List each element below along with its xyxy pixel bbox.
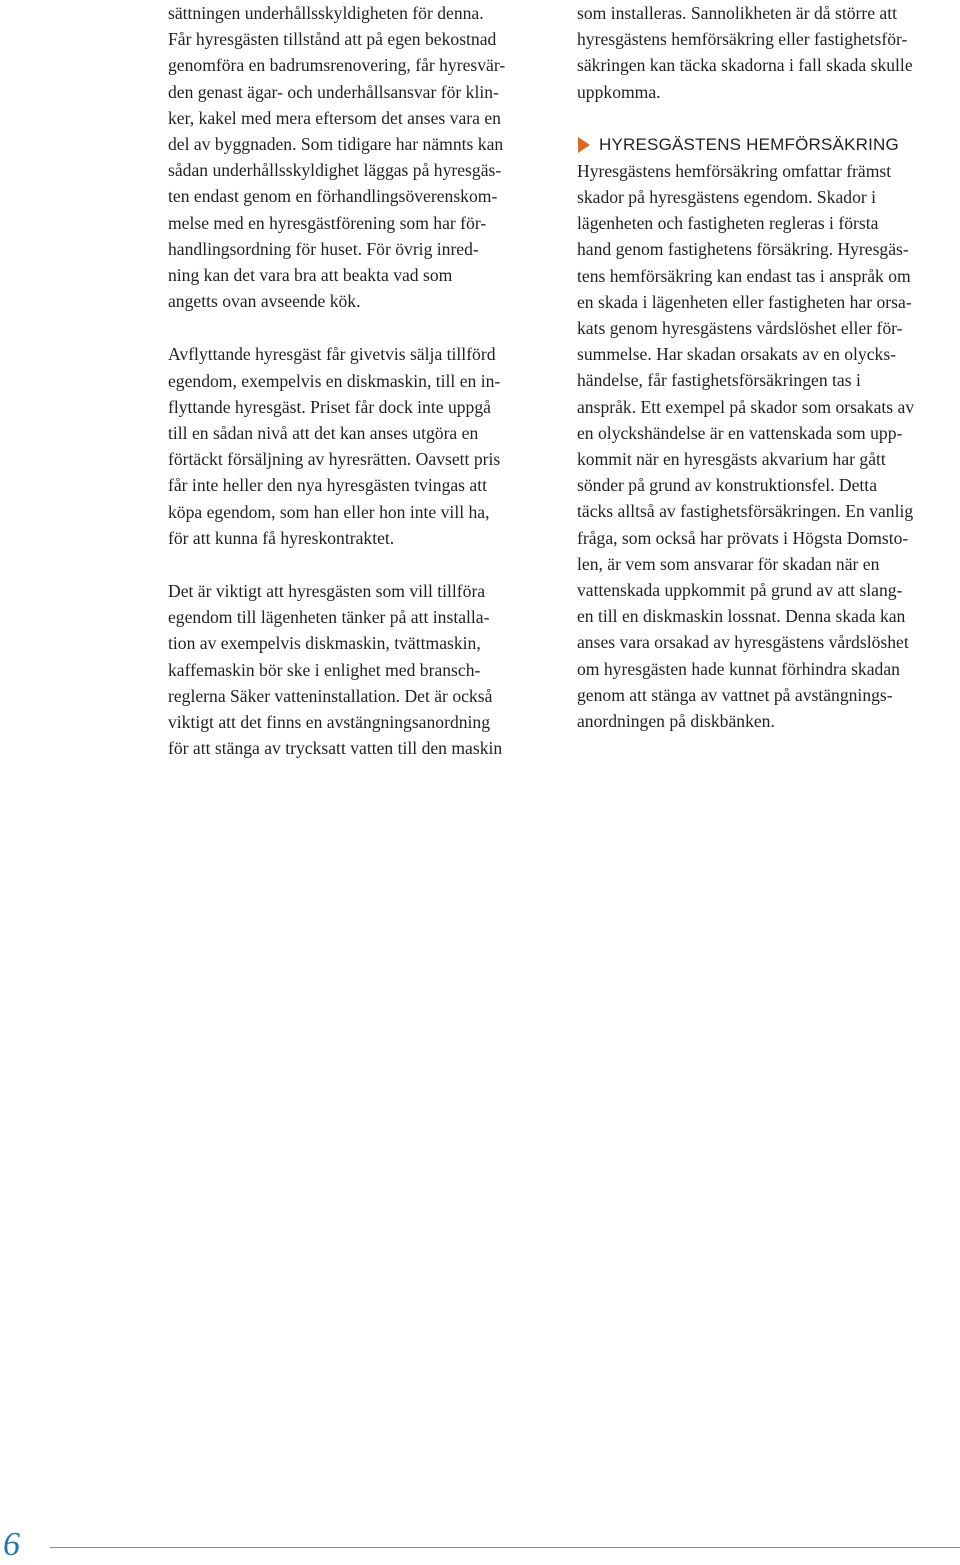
text-line: en till en diskmaskin lossnat. Denna skada kan bbox=[577, 606, 906, 627]
text-line: kaffemaskin bör ske i enlighet med bransch- bbox=[168, 659, 481, 680]
paragraph-spacer bbox=[168, 551, 552, 578]
text-line: sättningen underhållsskyldigheten för denna. bbox=[168, 3, 484, 23]
text-line: uppkomma. bbox=[577, 81, 661, 102]
left-column bbox=[168, 0, 552, 761]
text-line: förtäckt försäljning av hyresrätten. Oavsett pris bbox=[168, 449, 501, 470]
text-line: en olyckshändelse är en vattenskada som upp- bbox=[577, 422, 903, 443]
footer-divider bbox=[50, 1547, 960, 1548]
text-line: får inte heller den nya hyresgästen tvingas att bbox=[168, 475, 488, 496]
text-line: hand genom fastighetens försäkring. Hyresgäs- bbox=[577, 239, 909, 260]
text-line: ning kan det vara bra att beakta vad som bbox=[168, 265, 453, 286]
text-line: tion av exempelvis diskmaskin, tvättmaskin, bbox=[168, 633, 481, 654]
text-line: anspråk. Ett exempel på skador som orsakats av bbox=[577, 396, 915, 417]
text-line: händelse, får fastighetsförsäkringen tas i bbox=[577, 370, 861, 391]
text-line: reglerna Säker vatteninstallation. Det är också bbox=[168, 685, 493, 706]
text-line: sådan underhållsskyldighet läggas på hyresgäs- bbox=[168, 160, 502, 181]
text-line: lägenheten och fastigheten regleras i första bbox=[577, 213, 879, 234]
text-line: kats genom hyresgästens vårdslöshet eller för- bbox=[577, 318, 903, 339]
section-heading-text: HYRESGÄSTENS HEMFÖRSÄKRING bbox=[599, 134, 899, 154]
text-line: skador på hyresgästens egendom. Skador i bbox=[577, 187, 877, 208]
text-line: Får hyresgästen tillstånd att på egen bekostnad bbox=[168, 29, 497, 50]
triangle-right-icon bbox=[578, 137, 590, 153]
right-column bbox=[577, 0, 960, 734]
section-heading bbox=[577, 132, 960, 158]
text-line: ker, kakel med mera eftersom det anses vara en bbox=[168, 107, 501, 128]
right-paragraph-2 bbox=[577, 158, 960, 734]
text-line: genom att stänga av vattnet på avstängnings- bbox=[577, 684, 893, 705]
text-line: Avflyttande hyresgäst får givetvis sälja tillförd bbox=[168, 344, 496, 365]
left-paragraph-1 bbox=[168, 0, 552, 314]
text-line: egendom, exempelvis en diskmaskin, till en in- bbox=[168, 370, 501, 391]
text-line: Hyresgästens hemförsäkring omfattar främst bbox=[577, 160, 892, 181]
text-line: melse med en hyresgästförening som har för- bbox=[168, 212, 487, 233]
text-line: den genast ägar- och underhållsansvar för klin- bbox=[168, 81, 499, 102]
text-line: egendom till lägenheten tänker på att installa- bbox=[168, 607, 490, 628]
text-line: anordningen på diskbänken. bbox=[577, 711, 775, 732]
text-line: anses vara orsakad av hyresgästens vårdslöshet bbox=[577, 632, 909, 653]
text-line: vattenskada uppkommit på grund av att slang- bbox=[577, 580, 903, 601]
text-line: sönder på grund av konstruktionsfel. Detta bbox=[577, 475, 878, 496]
text-line: om hyresgästen hade kunnat förhindra skadan bbox=[577, 658, 900, 679]
text-line: viktigt att det finns en avstängningsanordning bbox=[168, 712, 491, 733]
text-line: säkringen kan täcka skadorna i fall skada skulle bbox=[577, 55, 913, 76]
text-line: en skada i lägenheten eller fastigheten har orsa- bbox=[577, 291, 912, 312]
text-line: genomföra en badrumsrenovering, får hyresvär- bbox=[168, 55, 506, 76]
text-line: hyresgästens hemförsäkring eller fastighetsför- bbox=[577, 29, 908, 50]
text-line: täcks alltså av fastighetsförsäkringen. En vanlig bbox=[577, 501, 914, 522]
text-line: del av byggnaden. Som tidigare har nämnts kan bbox=[168, 134, 504, 155]
right-paragraph-1 bbox=[577, 0, 960, 105]
text-line: köpa egendom, som han eller hon inte vill ha, bbox=[168, 501, 490, 522]
text-line: till en sådan nivå att det kan anses utgöra en bbox=[168, 423, 479, 444]
text-line: Det är viktigt att hyresgästen som vill tillföra bbox=[168, 581, 486, 602]
page-number: 6 bbox=[3, 1526, 20, 1563]
text-line: summelse. Har skadan orsakats av en olycks- bbox=[577, 344, 897, 365]
text-line: för att stänga av trycksatt vatten till den maskin bbox=[168, 738, 503, 759]
text-line: angetts ovan avseende kök. bbox=[168, 291, 361, 312]
text-line: för att kunna få hyreskontraktet. bbox=[168, 527, 395, 548]
text-line: len, är vem som ansvarar för skadan när en bbox=[577, 553, 880, 574]
left-paragraph-3 bbox=[168, 578, 552, 761]
text-line: som installeras. Sannolikheten är då större att bbox=[577, 3, 898, 23]
text-line: flyttande hyresgäst. Priset får dock inte uppgå bbox=[168, 396, 491, 417]
text-line: ten endast genom en förhandlingsöverenskom- bbox=[168, 186, 498, 207]
text-line: fråga, som också har prövats i Högsta Domsto- bbox=[577, 527, 909, 548]
text-line: tens hemförsäkring kan endast tas i anspråk om bbox=[577, 265, 911, 286]
text-line: kommit när en hyresgästs akvarium har gått bbox=[577, 449, 886, 470]
left-paragraph-2 bbox=[168, 341, 552, 551]
paragraph-spacer bbox=[168, 314, 552, 341]
text-line: handlingsordning för huset. För övrig inred- bbox=[168, 238, 479, 259]
